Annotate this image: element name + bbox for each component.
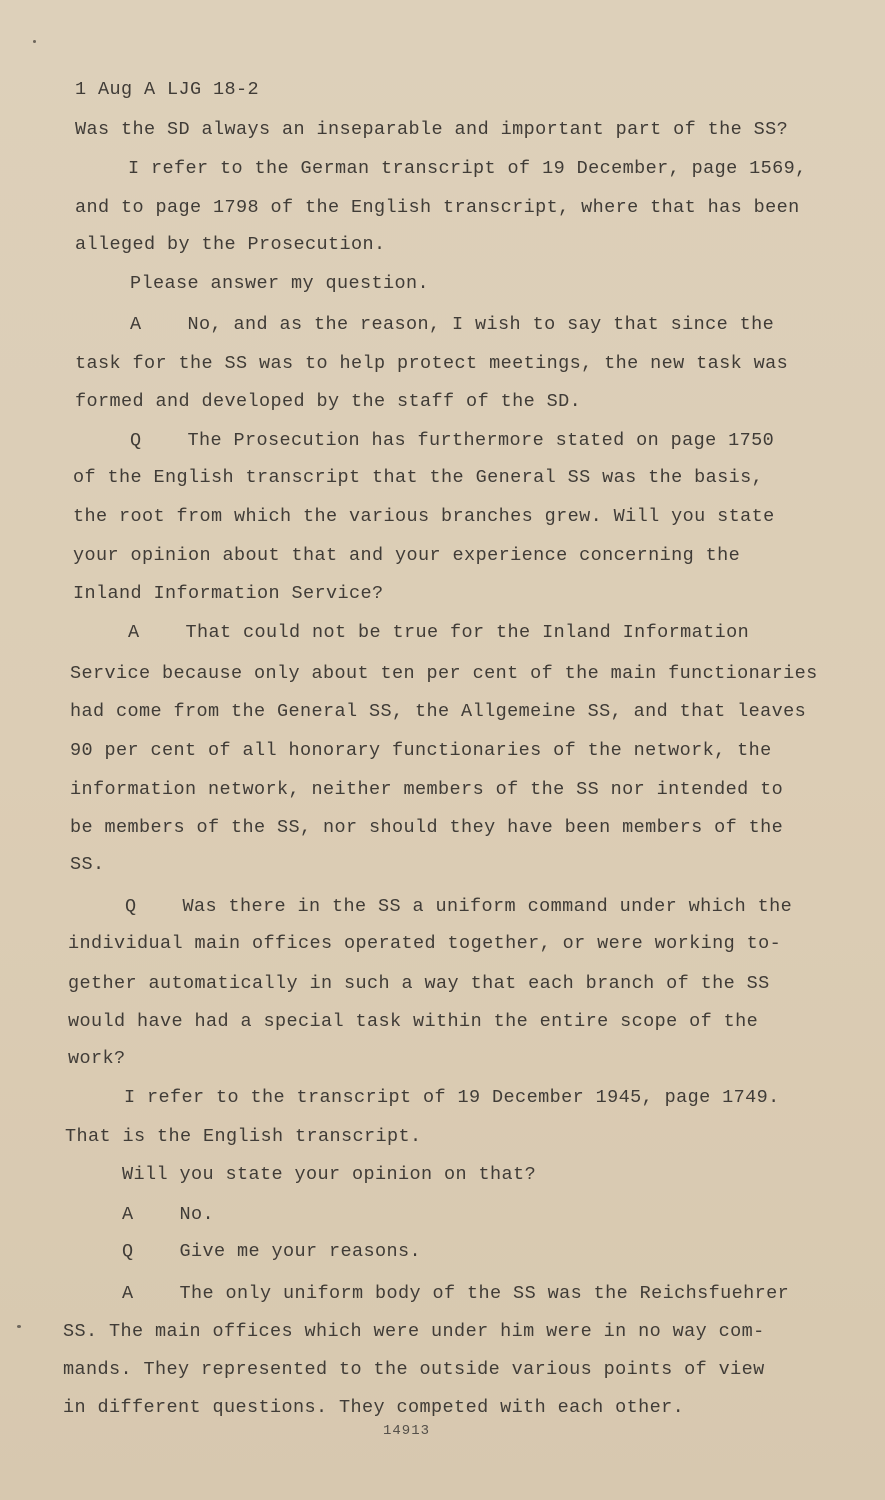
text-line: be members of the SS, nor should they have been members of the	[70, 817, 784, 838]
text-line: Will you state your opinion on that?	[122, 1164, 537, 1185]
text-line: mands. They represented to the outside various points of view	[63, 1359, 765, 1380]
text-line: A No.	[122, 1204, 215, 1225]
text-line: A No, and as the reason, I wish to say that since the	[130, 314, 775, 335]
text-line: the root from which the various branches grew. Will you state	[73, 506, 775, 527]
text-line: had come from the General SS, the Allgemeine SS, and that leaves	[70, 701, 807, 722]
header-reference: 1 Aug A LJG 18-2	[75, 79, 260, 100]
text-line: your opinion about that and your experience concerning the	[73, 545, 741, 566]
text-line: SS.	[70, 854, 105, 875]
text-line: Q Was there in the SS a uniform command under which the	[125, 896, 793, 917]
text-line: task for the SS was to help protect meetings, the new task was	[75, 353, 789, 374]
text-line: alleged by the Prosecution.	[75, 234, 386, 255]
text-line: Q The Prosecution has furthermore stated on page 1750	[130, 430, 775, 451]
text-line: Q Give me your reasons.	[122, 1241, 422, 1262]
text-line: That is the English transcript.	[65, 1126, 422, 1147]
text-line: SS. The main offices which were under him were in no way com-	[63, 1321, 765, 1342]
text-line: would have had a special task within the entire scope of the	[68, 1011, 759, 1032]
page-number: 14913	[383, 1423, 431, 1439]
text-line: Service because only about ten per cent of the main functionaries	[70, 663, 818, 684]
text-line: in different questions. They competed with each other.	[63, 1397, 685, 1418]
text-line: of the English transcript that the General SS was the basis,	[73, 467, 764, 488]
text-line: A That could not be true for the Inland Information	[128, 622, 750, 643]
text-line: I refer to the German transcript of 19 December, page 1569,	[128, 158, 807, 179]
text-line: formed and developed by the staff of the SD.	[75, 391, 582, 412]
text-line: Inland Information Service?	[73, 583, 384, 604]
paper-fleck	[17, 1325, 21, 1328]
text-line: work?	[68, 1048, 126, 1069]
text-line: individual main offices operated together, or were working to-	[68, 933, 782, 954]
text-line: and to page 1798 of the English transcript, where that has been	[75, 197, 800, 218]
text-line: I refer to the transcript of 19 December 1945, page 1749.	[124, 1087, 780, 1108]
text-line: Was the SD always an inseparable and important part of the SS?	[75, 119, 789, 140]
text-line: A The only uniform body of the SS was the Reichsfuehrer	[122, 1283, 790, 1304]
text-line: information network, neither members of the SS nor intended to	[70, 779, 784, 800]
text-line: 90 per cent of all honorary functionaries of the network, the	[70, 740, 772, 761]
text-line: Please answer my question.	[130, 273, 430, 294]
paper-fleck	[33, 40, 36, 43]
text-line: gether automatically in such a way that each branch of the SS	[68, 973, 770, 994]
